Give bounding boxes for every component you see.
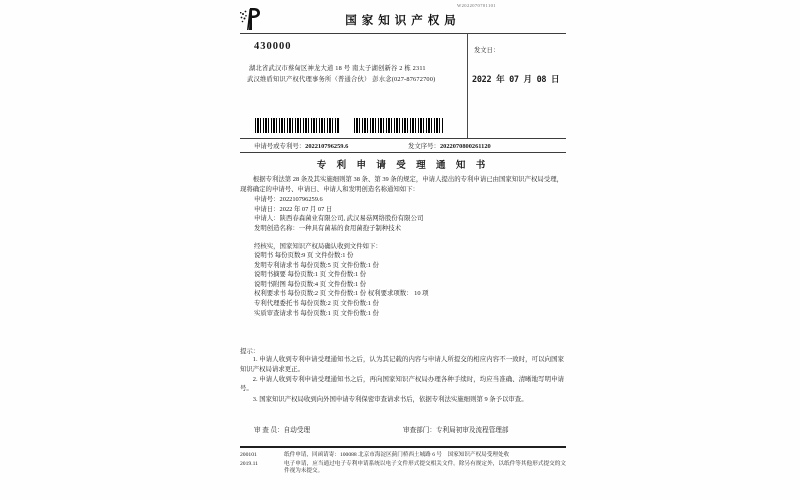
issue-date-label: 发文日：	[474, 47, 500, 54]
file-item: 发明专利请求书 每份页数:5 页 文件份数:1 份	[254, 261, 379, 269]
file-item: 权利要求书 每份页数:2 页 文件份数:1 份 权利要求项数： 10 项	[254, 290, 429, 298]
file-item: 实质审查请求书 每份页数:1 页 文件份数:1 份	[254, 309, 379, 317]
tip-item: 3. 国家知识产权局收到向外国申请专利保密审查请求书后，依据专利法实施细则第 9 条予以审查。	[252, 395, 528, 403]
document-code: W2022070701101	[457, 3, 496, 8]
serial-number-field	[408, 141, 491, 150]
meta-top-divider	[240, 138, 566, 139]
department-field	[403, 424, 509, 434]
issue-date-box-divider	[467, 33, 468, 138]
issue-date-value: 2022 年 07 月 08 日	[472, 75, 560, 85]
field-applicant: 申请人：陕西春森菌业有限公司, 武汉易菇网络股份有限公司	[254, 215, 424, 223]
header-divider	[240, 33, 566, 34]
footer	[240, 452, 566, 477]
notice-intro: 根据专利法第 28 条及其实施细则第 38 条、第 39 条的规定，申请人提出的专利申请已由国家知识产权局受理，现将确定的申请号、申请日、申请人和发明创造名称通知如下：	[240, 176, 563, 193]
recipient-postcode: 430000	[254, 41, 292, 52]
footer-form-code: 200101	[240, 452, 257, 458]
barcode-application-number	[255, 118, 339, 133]
application-number-value: 202210796259.6	[305, 143, 349, 150]
footer-paper-filing-note: 纸件申请，回函请寄：100088 北京市海淀区蓟门桥西土城路 6 号 国家知识产权局受理处收	[284, 452, 510, 458]
file-item: 说明书附图 每份页数:4 页 文件份数:1 份	[254, 280, 367, 288]
recipient-address: 湖北省武汉市蔡甸区神龙大道 18 号 南太子湖创新谷 2 栋 2311	[249, 65, 426, 72]
footer-row	[240, 461, 566, 476]
file-item: 说明书 每份页数:9 页 文件份数:1 份	[254, 252, 354, 259]
examiner-field	[254, 424, 310, 434]
barcode-serial-number	[354, 118, 444, 133]
tips-list	[240, 355, 564, 405]
application-number-field	[254, 141, 348, 150]
examiner-label: 审 查 员：	[254, 427, 284, 434]
tips-heading: 提示：	[240, 348, 260, 355]
field-filing-date: 申请日：2022 年 07 月 07 日	[254, 205, 333, 213]
application-fields	[254, 195, 564, 233]
received-files-list	[254, 251, 564, 318]
tip-item: 2. 申请人收到专利申请受理通知书之后，再向国家知识产权局办理各种手续时，均应当准确、清晰地写明申请号。	[240, 375, 564, 393]
notice-title: 专 利 申 请 受 理 通 知 书	[316, 161, 490, 171]
application-number-label: 申请号或专利号：	[254, 143, 306, 150]
serial-number-value: 2022070800261120	[439, 143, 491, 150]
footer-form-date: 2019.11	[240, 460, 258, 467]
office-name: 国家知识产权局	[345, 15, 461, 27]
file-item: 专利代理委托书 每份页数:2 页 文件份数:1 份	[254, 299, 379, 307]
field-application-number: 申请号：202210796259.6	[254, 196, 323, 203]
recipient-agency: 武汉维盾知识产权代理事务所（普通合伙） 彭水念(027-87672700)	[247, 76, 436, 83]
footer-efiling-note: 电子申请，应当通过电子专利申请系统以电子文件形式提交相关文件。除另有规定外，以纸件等其他形式提交的文件视为未提交。	[284, 460, 566, 475]
field-invention-title: 发明创造名称：一种具有菌基的食用菌孢子制种技术	[254, 224, 401, 232]
footer-divider	[240, 446, 566, 448]
serial-number-label: 发文序号：	[408, 143, 440, 150]
footer-row	[240, 452, 566, 460]
tip-item: 1. 申请人收到专利申请受理通知书之后，认为其记载的内容与申请人所提交的相应内容不一致时，可以向国家知识产权局请求更正。	[240, 356, 564, 373]
file-item: 说明书摘要 每份页数:1 页 文件份数:1 份	[254, 271, 367, 279]
received-files-heading: 经核实，国家知识产权局确认收到文件如下：	[254, 243, 382, 250]
examiner-value: 自动受理	[283, 427, 311, 434]
department-value: 专利局初审及流程管理部	[435, 427, 509, 434]
meta-bottom-divider	[240, 152, 566, 153]
department-label: 审查部门：	[403, 427, 436, 434]
